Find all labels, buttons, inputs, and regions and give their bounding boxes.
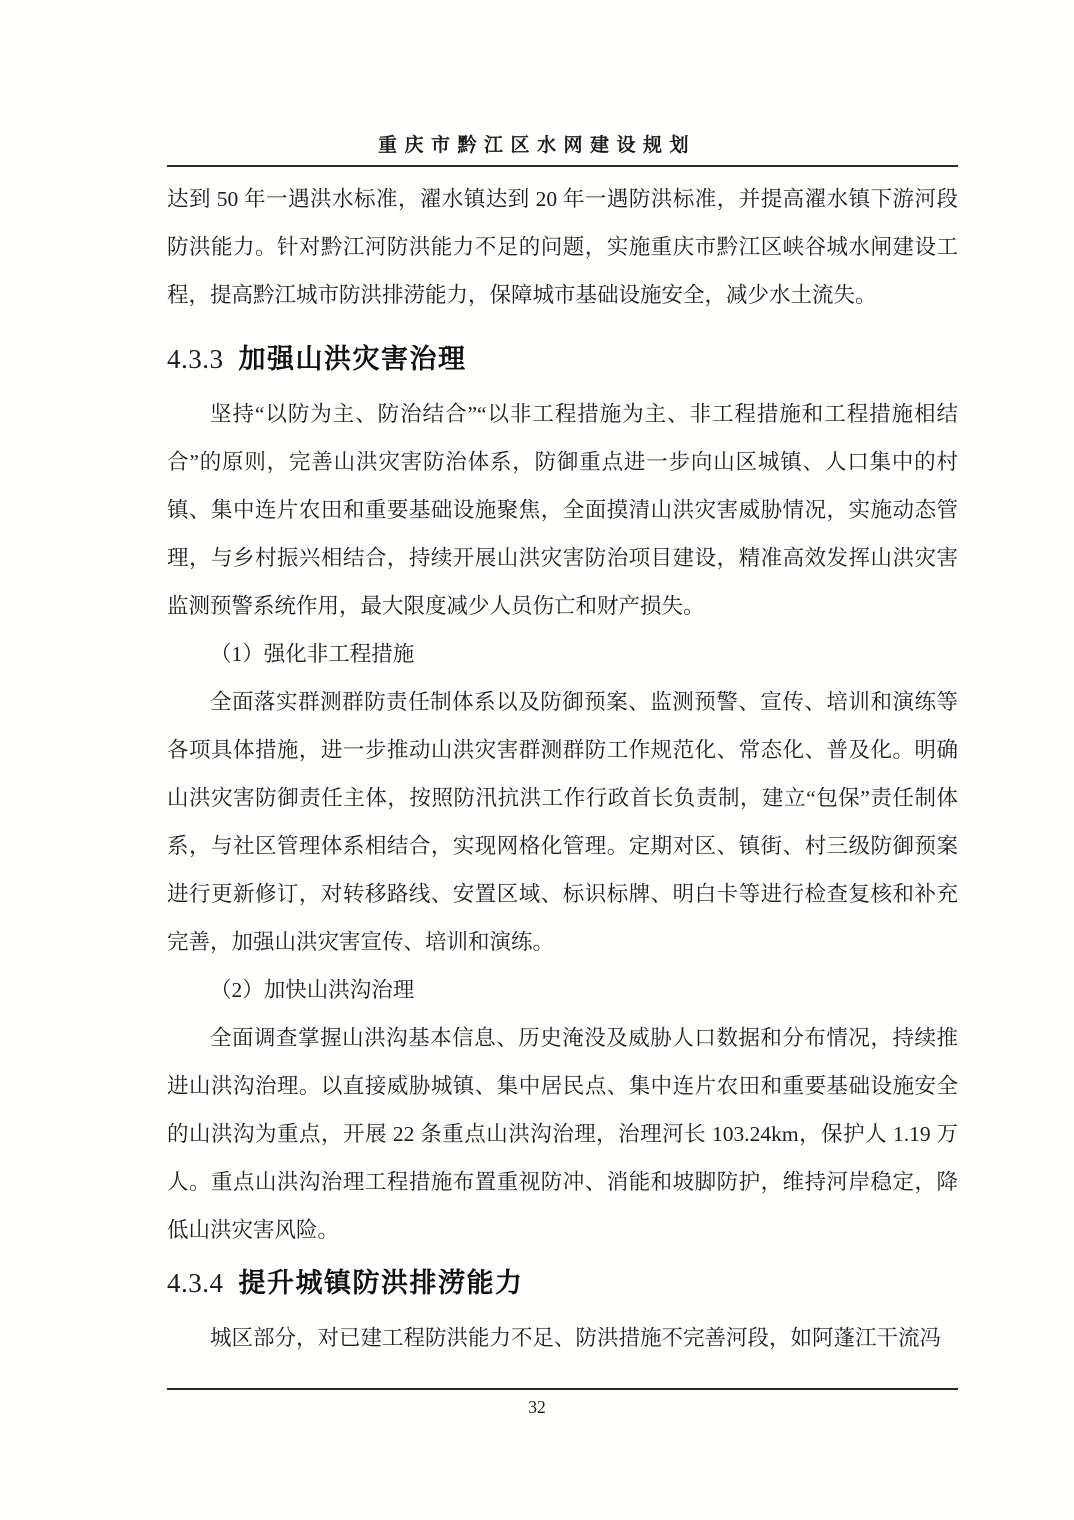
section-heading-4-3-3 [167, 340, 958, 378]
page-header [0, 0, 1074, 167]
paragraph-4-3-4-overview: 城区部分，对已建工程防洪能力不足、防洪措施不完善河段，如阿蓬江干流冯 [210, 1326, 942, 1350]
section-number-4-3-4: 4.3.4 [167, 1268, 224, 1298]
section-heading-4-3-4 [167, 1264, 958, 1302]
section-title-4-3-4: 提升城镇防洪排涝能力 [238, 1268, 524, 1298]
section-number-4-3-3: 4.3.3 [167, 344, 224, 374]
footer-divider-line [167, 1388, 958, 1390]
subitem-heading-2: （2）加快山洪沟治理 [210, 978, 415, 1002]
section-title-4-3-3: 加强山洪灾害治理 [238, 344, 467, 374]
page-number: 32 [528, 1397, 546, 1417]
subitem-heading-1: （1）强化非工程措施 [210, 642, 415, 666]
paragraph-subitem-2: 全面调查掌握山洪沟基本信息、历史淹没及威胁人口数据和分布情况，持续推进山洪沟治理。以直接威胁城镇、集中居民点、集中连片农田和重要基础设施安全的山洪沟为重点，开展 22 条重点山洪沟治理，治理河长 103.24km，保护人 1.19 万人。重点山洪沟治理工程措施布置重视防冲、消能和坡脚防护，维持河岸稳定，降低山洪灾害风险。 [167, 1026, 958, 1242]
page-header-title: 重庆市黔江区水网建设规划 [377, 135, 696, 156]
header-divider-line [167, 165, 958, 167]
page-footer [0, 1388, 1074, 1418]
paragraph-subitem-1: 全面落实群测群防责任制体系以及防御预案、监测预警、宣传、培训和演练等各项具体措施，进一步推动山洪灾害群测群防工作规范化、常态化、普及化。明确山洪灾害防御责任主体，按照防汛抗洪工作行政首长负责制，建立“包保”责任制体系，与社区管理体系相结合，实现网格化管理。定期对区、镇街、村三级防御预案进行更新修订，对转移路线、安置区域、标识标牌、明白卡等进行检查复核和补充完善，加强山洪灾害宣传、培训和演练。 [167, 690, 958, 954]
paragraph-4-3-3-overview: 坚持“以防为主、防治结合”“以非工程措施为主、非工程措施和工程措施相结合”的原则，完善山洪灾害防治体系，防御重点进一步向山区城镇、人口集中的村镇、集中连片农田和重要基础设施聚焦，全面摸清山洪灾害威胁情况，实施动态管理，与乡村振兴相结合，持续开展山洪灾害防治项目建设，精准高效发挥山洪灾害监测预警系统作用，最大限度减少人员伤亡和财产损失。 [167, 402, 958, 618]
paragraph-intro-runover: 达到 50 年一遇洪水标准，濯水镇达到 20 年一遇防洪标准，并提高濯水镇下游河段防洪能力。针对黔江河防洪能力不足的问题，实施重庆市黔江区峡谷城水闸建设工程，提高黔江城市防洪排涝能力，保障城市基础设施安全，减少水土流失。 [167, 187, 958, 307]
document-body [167, 175, 958, 1362]
